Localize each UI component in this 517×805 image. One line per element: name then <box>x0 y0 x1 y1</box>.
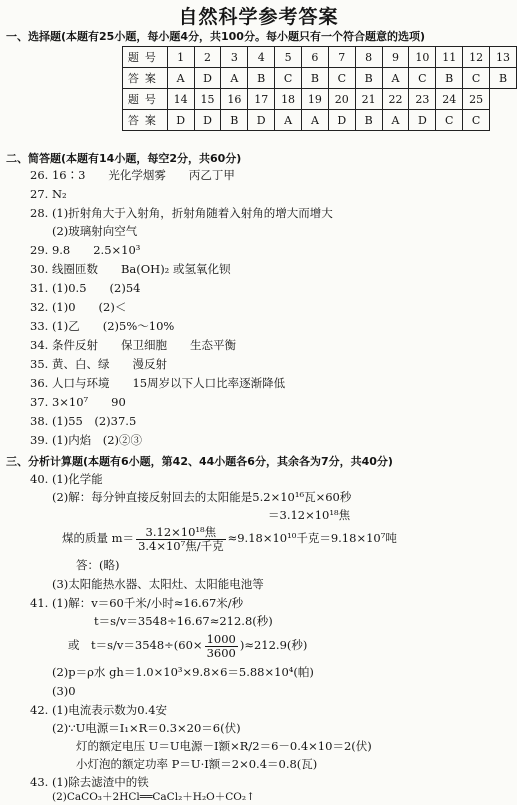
table-cell: 13 <box>490 47 517 68</box>
page-title: 自然科学参考答案 <box>178 6 339 28</box>
table-cell: 14 <box>167 89 194 110</box>
table-cell: 11 <box>436 47 463 68</box>
answer-line-27: 27. N₂ <box>30 187 67 201</box>
table-cell: D <box>409 110 436 131</box>
table-cell: B <box>436 68 463 89</box>
table-cell: D <box>248 110 275 131</box>
table-cell: B <box>490 68 517 89</box>
row-label-answer: 答案 <box>123 110 168 131</box>
table-cell: 22 <box>382 89 409 110</box>
answer-line-41d: (2)p＝ρ水 gh＝1.0×10³×9.8×6＝5.88×10⁴(帕) <box>52 665 314 679</box>
fraction <box>205 633 238 660</box>
answer-line-40c: ＝3.12×10¹⁸焦 <box>268 508 351 522</box>
table-row <box>123 68 517 89</box>
answer-line-32: 32. (1)0 (2)＜ <box>30 300 127 314</box>
answer-line-36: 36. 人口与环境 15周岁以下人口比率逐渐降低 <box>30 376 286 390</box>
table-cell: 1 <box>167 47 194 68</box>
answer-line-30: 30. 线圈匝数 Ba(OH)₂ 或氢氧化钡 <box>30 262 231 276</box>
row-label-question: 题号 <box>123 89 168 110</box>
fraction-denominator: 3.4×10⁷焦/千克 <box>138 538 224 553</box>
table-cell: A <box>382 110 409 131</box>
table-cell: 3 <box>221 47 248 68</box>
table-cell: 15 <box>194 89 221 110</box>
table-cell: B <box>355 110 382 131</box>
time-formula-result: )≈212.9(秒) <box>239 638 308 652</box>
table-cell: 16 <box>221 89 248 110</box>
answer-line-40b: (2)解：每分钟直接反射回去的太阳能是5.2×10¹⁶瓦×60秒 <box>52 490 352 504</box>
answer-line-41c <box>68 630 307 660</box>
table-cell: 4 <box>248 47 275 68</box>
answer-line-41e: (3)0 <box>52 684 76 698</box>
table-cell: B <box>248 68 275 89</box>
answer-line-41a: 41. (1)解：v＝60千米/小时≈16.67米/秒 <box>30 596 244 610</box>
table-cell: A <box>302 110 329 131</box>
answer-line-40f: (3)太阳能热水器、太阳灶、太阳能电池等 <box>52 577 264 591</box>
table-cell: 9 <box>382 47 409 68</box>
table-cell: B <box>355 68 382 89</box>
table-cell: D <box>194 110 221 131</box>
table-cell: 21 <box>355 89 382 110</box>
answer-line-43b: (2)CaCO₃＋2HCl══CaCl₂＋H₂O＋CO₂↑ <box>52 791 255 803</box>
table-cell: 2 <box>194 47 221 68</box>
fraction-numerator: 1000 <box>206 631 236 646</box>
table-cell: C <box>409 68 436 89</box>
answer-line-39: 39. (1)内焰 (2)②③ <box>30 433 143 447</box>
answer-line-33: 33. (1)乙 (2)5%～10% <box>30 319 175 333</box>
answer-line-31: 31. (1)0.5 (2)54 <box>30 281 141 295</box>
table-cell: 7 <box>328 47 355 68</box>
table-cell: 20 <box>328 89 355 110</box>
table-cell: C <box>275 68 302 89</box>
answer-line-29: 29. 9.8 2.5×10³ <box>30 243 141 257</box>
table-row <box>123 110 517 131</box>
answer-line-28a: 28. (1)折射角大于入射角，折射角随着入射角的增大而增大 <box>30 206 333 220</box>
table-cell: A <box>167 68 194 89</box>
empty-cell <box>490 89 517 110</box>
answer-line-40a: 40. (1)化学能 <box>30 472 103 486</box>
table-cell: B <box>302 68 329 89</box>
table-cell: 17 <box>248 89 275 110</box>
table-row <box>123 47 517 68</box>
table-cell: 24 <box>436 89 463 110</box>
table-cell: 18 <box>275 89 302 110</box>
answer-line-40e: 答：(略) <box>76 558 120 572</box>
table-cell: B <box>221 110 248 131</box>
coal-mass-label: 煤的质量 m＝ <box>62 531 135 545</box>
answer-line-42d: 小灯泡的额定功率 P＝U·I额＝2×0.4＝0.8(瓦) <box>76 757 318 771</box>
table-cell: C <box>328 68 355 89</box>
table-cell: 25 <box>463 89 490 110</box>
fraction <box>136 526 226 553</box>
answer-line-38: 38. (1)55 (2)37.5 <box>30 414 137 428</box>
table-cell: A <box>382 68 409 89</box>
table-cell: 10 <box>409 47 436 68</box>
table-cell: 8 <box>355 47 382 68</box>
table-cell: A <box>275 110 302 131</box>
table-cell: D <box>328 110 355 131</box>
table-cell: D <box>167 110 194 131</box>
section-3-heading: 三、分析计算题(本题有6小题，第42、44小题各6分，其余各为7分，共40分) <box>6 455 393 468</box>
answer-line-28b: (2)玻璃射向空气 <box>52 224 138 238</box>
answer-line-37: 37. 3×10⁷ 90 <box>30 395 126 409</box>
table-cell: D <box>194 68 221 89</box>
answer-line-26: 26. 16∶3 光化学烟雾 丙乙丁甲 <box>30 168 235 182</box>
table-cell: 6 <box>302 47 329 68</box>
table-cell: C <box>436 110 463 131</box>
time-formula-label: 或 t＝s/v＝3548÷(60× <box>68 638 203 652</box>
table-cell: A <box>221 68 248 89</box>
answer-line-42a: 42. (1)电流表示数为0.4安 <box>30 703 168 717</box>
table-cell: 23 <box>409 89 436 110</box>
row-label-question: 题号 <box>123 47 168 68</box>
row-label-answer: 答案 <box>123 68 168 89</box>
section-2-heading: 二、简答题(本题有14小题，每空2分，共60分) <box>6 152 242 165</box>
table-cell: 19 <box>302 89 329 110</box>
fraction-numerator: 3.12×10¹⁸焦 <box>136 526 226 540</box>
table-cell: 12 <box>463 47 490 68</box>
table-cell: 5 <box>275 47 302 68</box>
fraction-denominator: 3600 <box>206 645 236 660</box>
answer-line-42b: (2)∵U电源＝I₁×R＝0.3×20＝6(伏) <box>52 721 241 735</box>
table-row <box>123 89 517 110</box>
section-1-heading: 一、选择题(本题有25小题，每小题4分，共100分。每小题只有一个符合题意的选项) <box>6 30 425 43</box>
answer-line-35: 35. 黄、白、绿 漫反射 <box>30 357 167 371</box>
answer-line-42c: 灯的额定电压 U＝U电源－I额×R/2＝6－0.4×10＝2(伏) <box>76 739 372 753</box>
answer-line-34: 34. 条件反射 保卫细胞 生态平衡 <box>30 338 236 352</box>
table-cell: C <box>463 68 490 89</box>
answer-line-40d <box>62 523 397 553</box>
coal-mass-result: ≈9.18×10¹⁰千克＝9.18×10⁷吨 <box>227 531 397 545</box>
empty-cell <box>490 110 517 131</box>
answer-line-43a: 43. (1)除去滤渣中的铁 <box>30 775 149 789</box>
answer-table <box>122 46 517 131</box>
table-cell: C <box>463 110 490 131</box>
answer-line-41b: t＝s/v＝3548÷16.67≈212.8(秒) <box>94 614 273 628</box>
